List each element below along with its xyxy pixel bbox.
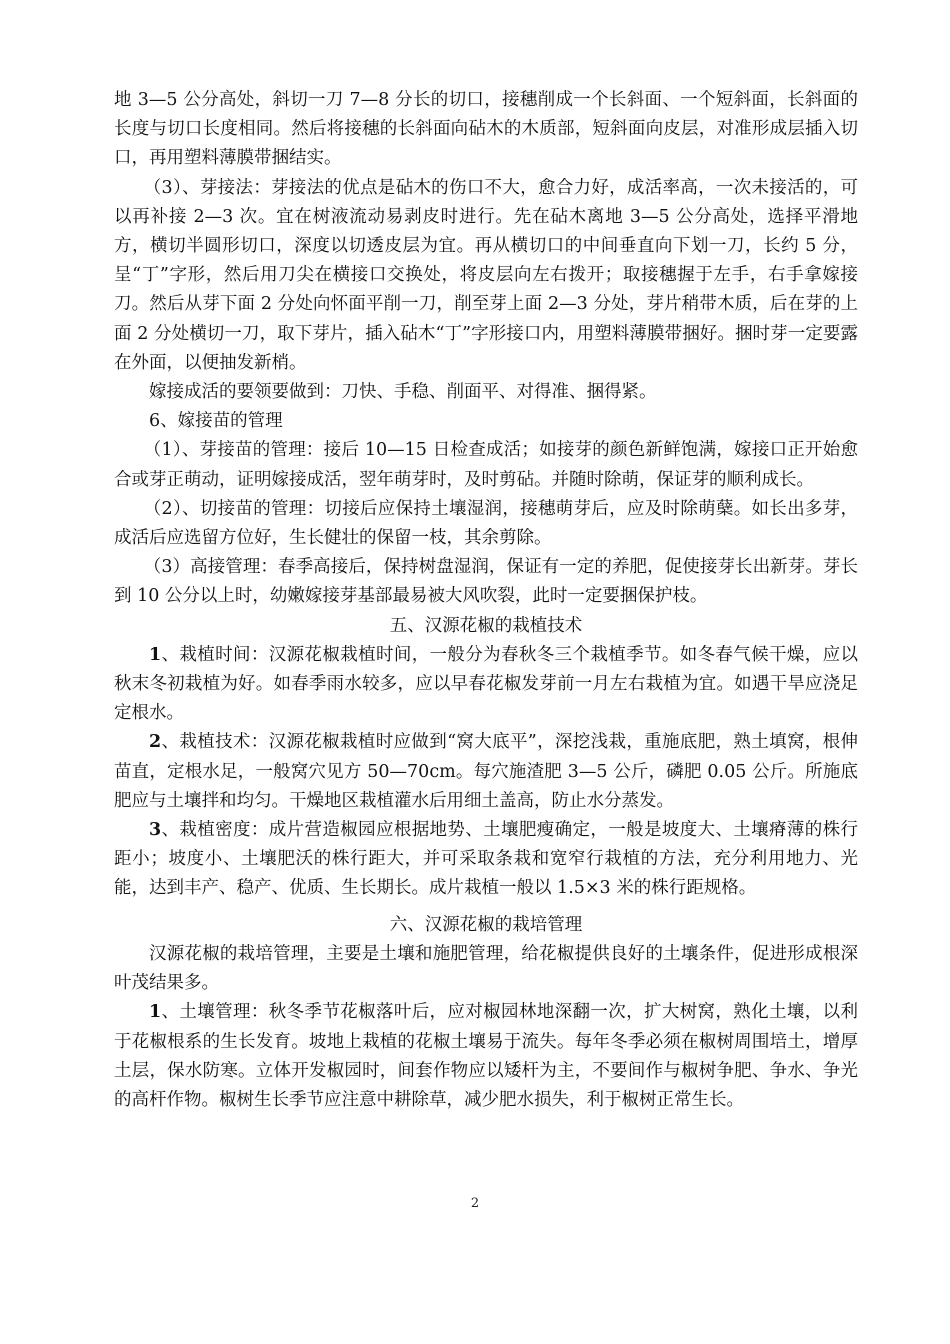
paragraph-cut-grafting-continued: 地 3—5 公分高处，斜切一刀 7—8 分长的切口，接穗削成一个长斜面、一个短斜面，长斜面的长度与切口长度相同。然后将接穗的长斜面向砧木的木质部，短斜面向皮层，对准形成层插入切口，再用塑料薄膜带捆结实。 — [114, 90, 858, 169]
paragraph-bud-seedling-management: （1）、芽接苗的管理：接后 10—15 日检查成活；如接芽的颜色新鲜饱满，嫁接口正开始愈合或芽正萌动，证明嫁接成活，翌年萌芽时，及时剪砧。并随时除萌，保证芽的顺利成长。 — [114, 440, 858, 490]
planting-item-1-number: 1 — [149, 644, 162, 665]
planting-item-1 — [114, 641, 858, 729]
page-number: 2 — [470, 1196, 480, 1211]
planting-item-3-text: 、栽植密度：成片营造椒园应根据地势、土壤肥瘦确定，一般是坡度大、土壤瘠薄的株行距小；坡度小、土壤肥沃的株行距大，并可采取条栽和宽窄行栽植的方法，充分利用地力、光能，达到丰产、稳产、优质、生长期长。成片栽植一般以 1.5×3 米的株行距规格。 — [114, 820, 858, 899]
planting-item-3 — [114, 816, 858, 904]
subheading-seedling-management: 6、嫁接苗的管理 — [149, 411, 283, 432]
cultivation-item-1-number: 1 — [149, 1002, 162, 1023]
cultivation-intro: 汉源花椒的栽培管理，主要是土壤和施肥管理，给花椒提供良好的土壤条件，促进形成根深叶茂结果多。 — [114, 943, 858, 994]
paragraph-bud-grafting: （3）、芽接法：芽接法的优点是砧木的伤口不大，愈合力好，成活率高，一次未接活的，可以再补接 2—3 次。宜在树液流动易剥皮时进行。先在砧木离地 3—5 公分高处，选择平滑地方，横切半圆形切口，深度以切透皮层为宜。再从横切口的中间垂直向下划一刀，长约 5 分，呈“丁”字形，然后用刀尖在横接口交换处，将皮层向左右拨开；取接穗握于左手，右手拿嫁接刀。然后从芽下面 2 分处向怀面平削一刀，削至芽上面 2—3 分处，芽片稍带木质，后在芽的上面 2 分处横切一刀，取下芽片，插入砧木“丁”字形接口内，用塑料薄膜带捆好。捆时芽一定要露在外面，以便抽发新梢。 — [114, 177, 858, 373]
planting-item-2-number: 2 — [149, 732, 162, 753]
planting-item-2 — [114, 728, 858, 816]
planting-item-2-text: 、栽植技术：汉源花椒栽植时应做到“窝大底平”，深挖浅栽，重施底肥，熟土填窝，根伸苗直，定根水足，一般窝穴见方 50—70cm。每穴施渣肥 3—5 公斤，磷肥 0.05 公斤。所施底肥应与土壤拌和均匀。干燥地区栽植灌水后用细土盖高，防止水分蒸发。 — [114, 732, 858, 811]
paragraph-grafting-essentials: 嫁接成活的要领要做到：刀快、手稳、削面平、对得准、捆得紧。 — [149, 382, 657, 403]
document-body — [114, 86, 858, 1115]
planting-item-1-text: 、栽植时间：汉源花椒栽植时间，一般分为春秋冬三个栽植季节。如冬春气候干燥，应以秋末冬初栽植为好。如春季雨水较多，应以早春花椒发芽前一月左右栽植为宜。如遇干旱应浇足定根水。 — [114, 644, 858, 724]
section-heading-planting: 五、汉源花椒的栽植技术 — [389, 615, 583, 636]
cultivation-item-1 — [114, 998, 858, 1115]
planting-item-3-number: 3 — [149, 820, 162, 841]
section-heading-cultivation: 六、汉源花椒的栽培管理 — [389, 914, 583, 935]
cultivation-item-1-text: 、土壤管理：秋冬季节花椒落叶后，应对椒园林地深翻一次，扩大树窝，熟化土壤，以利于花椒根系的生长发育。坡地上栽植的花椒土壤易于流失。每年冬季必须在椒树周围培土，增厚土层，保水防寒。立体开发椒园时，间套作物应以矮杆为主，不要间作与椒树争肥、争水、争光的高杆作物。椒树生长季节应注意中耕除草，减少肥水损失，利于椒树正常生长。 — [114, 1002, 858, 1110]
paragraph-cut-seedling-management: （2）、切接苗的管理：切接后应保持土壤湿润，接穗萌芽后，应及时除萌蘖。如长出多芽，成活后应选留方位好，生长健壮的保留一枝，其余剪除。 — [114, 498, 858, 549]
paragraph-top-grafting-management: （3）高接管理：春季高接后，保持树盘湿润，保证有一定的养肥，促使接芽长出新芽。芽长到 10 公分以上时，幼嫩嫁接芽基部最易被大风吹裂，此时一定要捆保护枝。 — [114, 557, 858, 607]
